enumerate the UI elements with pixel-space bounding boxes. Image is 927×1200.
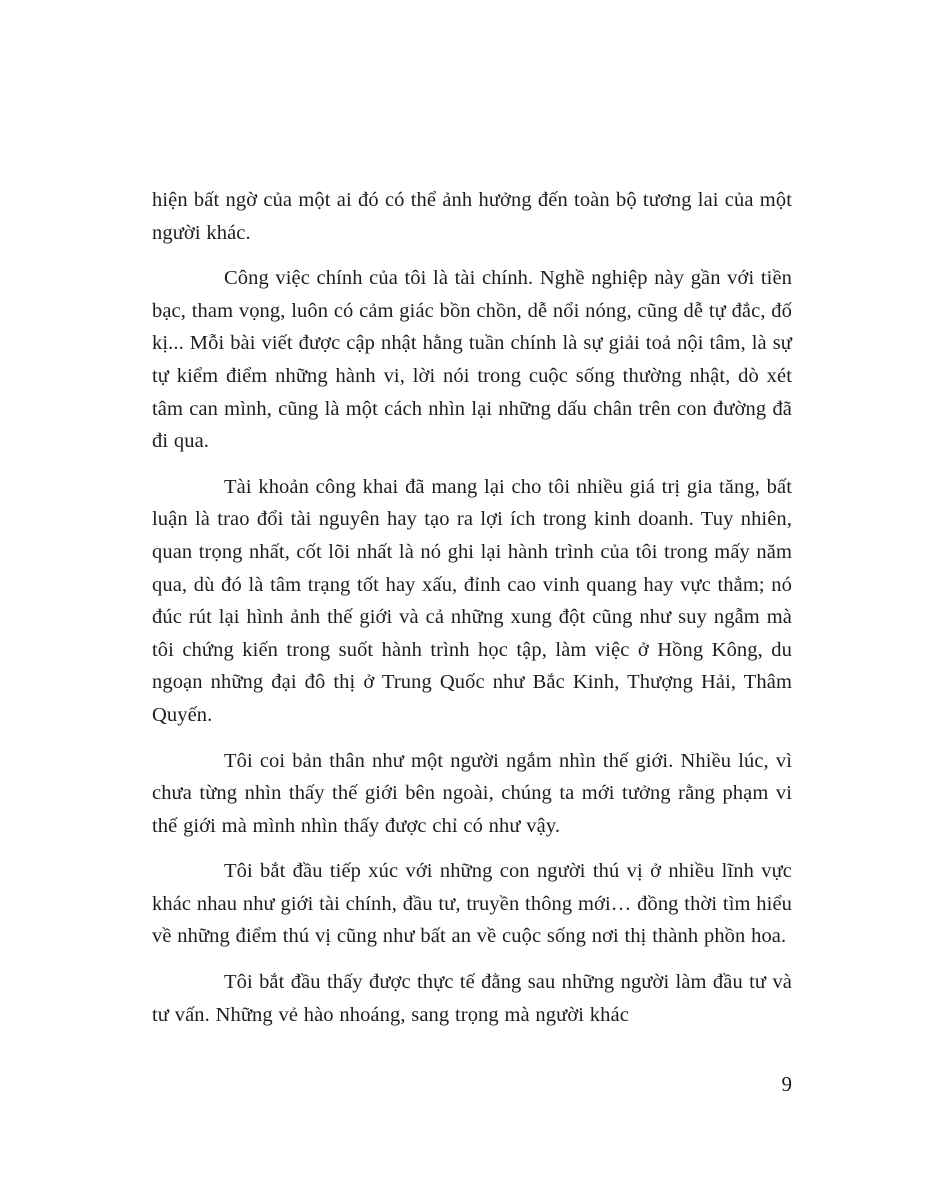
paragraph-4: Tôi coi bản thân như một người ngắm nhìn thế giới. Nhiều lúc, vì chưa từng nhìn thấy thế giới bên ngoài, chúng ta mới tưởng rằng phạm vi thế giới mà mình nhìn thấy được chỉ có như vậy.: [152, 749, 792, 837]
page-number: 9: [781, 1072, 792, 1096]
paragraph-3: Tài khoản công khai đã mang lại cho tôi nhiều giá trị gia tăng, bất luận là trao đổi tài nguyên hay tạo ra lợi ích trong kinh doanh. Tuy nhiên, quan trọng nhất, cốt lõi nhất là nó ghi lại hành trình của tôi trong mấy năm qua, dù đó là tâm trạng tốt hay xấu, đỉnh cao vinh quang hay vực thẳm; nó đúc rút lại hình ảnh thế giới và cả những xung đột cũng như suy ngẫm mà tôi chứng kiến trong suốt hành trình học tập, làm việc ở Hồng Kông, du ngoạn những đại đô thị ở Trung Quốc như Bắc Kinh, Thượng Hải, Thâm Quyến.: [152, 475, 792, 726]
paragraph-6: Tôi bắt đầu thấy được thực tế đằng sau những người làm đầu tư và tư vấn. Những vẻ hào nhoáng, sang trọng mà người khác: [152, 971, 792, 1026]
paragraph-5: Tôi bắt đầu tiếp xúc với những con người thú vị ở nhiều lĩnh vực khác nhau như giới tài chính, đầu tư, truyền thông mới… đồng thời tìm hiểu về những điểm thú vị cũng như bất an về cuộc sống nơi thị thành phồn hoa.: [152, 860, 792, 948]
page-text: [152, 184, 792, 1044]
paragraph-1-continuation: hiện bất ngờ của một ai đó có thể ảnh hưởng đến toàn bộ tương lai của một người khác.: [152, 189, 792, 244]
paragraph-2: Công việc chính của tôi là tài chính. Nghề nghiệp này gần với tiền bạc, tham vọng, luôn có cảm giác bồn chồn, dễ nổi nóng, cũng dễ tự đắc, đố kị... Mỗi bài viết được cập nhật hằng tuần chính là sự giải toả nội tâm, là sự tự kiểm điểm những hành vi, lời nói trong cuộc sống thường nhật, dò xét tâm can mình, cũng là một cách nhìn lại những dấu chân trên con đường đã đi qua.: [152, 267, 792, 453]
